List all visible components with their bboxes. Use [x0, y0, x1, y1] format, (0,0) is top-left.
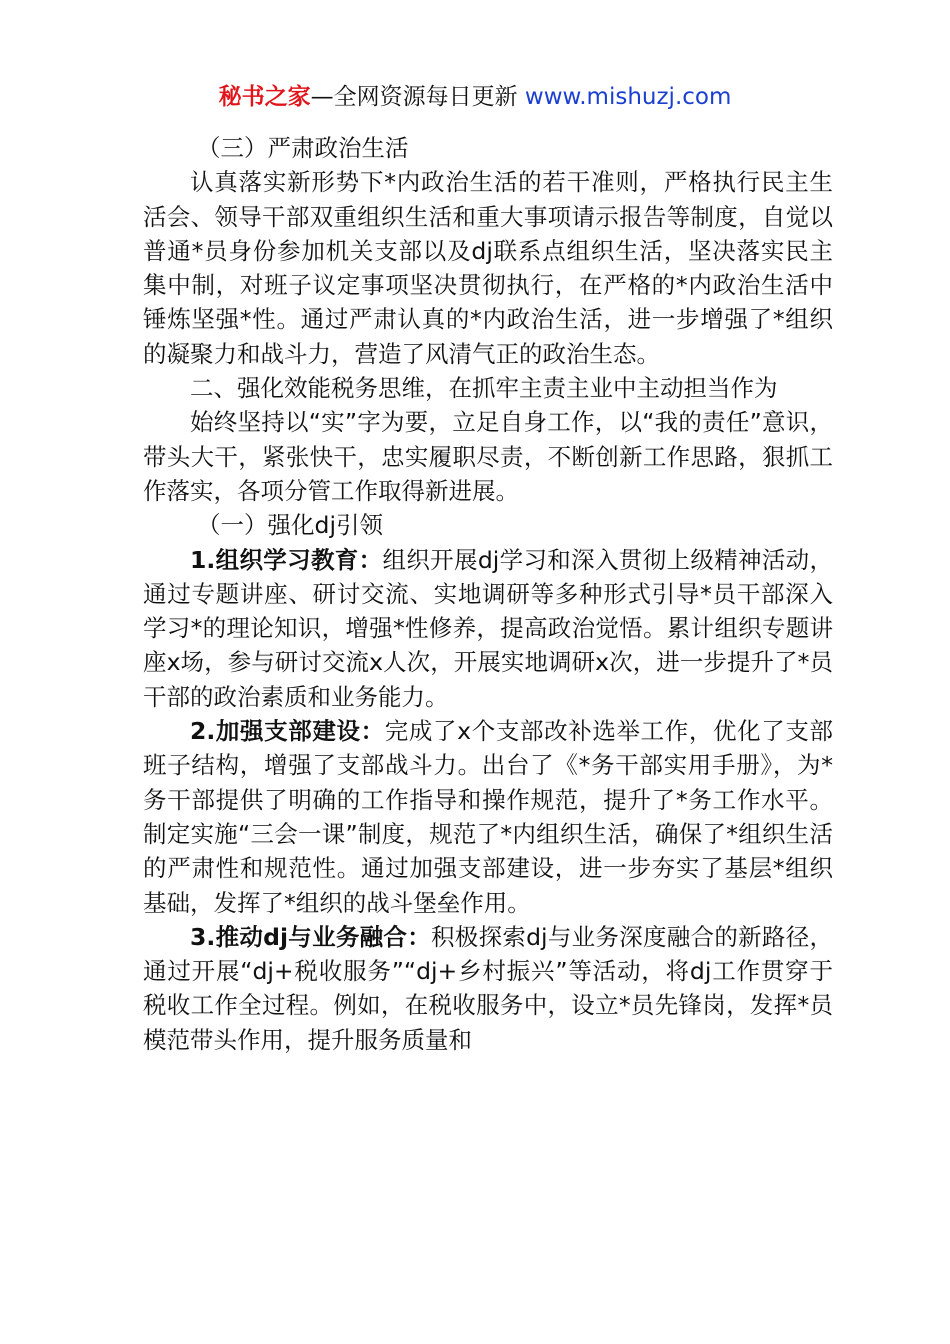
header-brand: 秘书之家	[218, 84, 311, 110]
lead-paragraph	[143, 543, 833, 714]
document-body	[143, 131, 833, 1057]
paragraph-text: 积极探索dj与业务深度融合的新路径，通过开展“dj+税收服务”“dj+乡村振兴”等活动，将dj工作贯穿于税收工作全过程。例如，在税收服务中，设立*员先锋岗，发挥*员模范带头作用，提升服务质量和	[143, 922, 833, 1054]
paragraph-text: 完成了x个支部改补选举工作，优化了支部班子结构，增强了支部战斗力。出台了《*务干部实用手册》，为*务干部提供了明确的工作指导和操作规范，提升了*务工作水平。制定实施“三会一课”制度，规范了*内组织生活，确保了*组织生活的严肃性和规范性。通过加强支部建设，进一步夯实了基层*组织基础，发挥了*组织的战斗堡垒作用。	[143, 717, 833, 917]
paragraph-lead: 3.推动dj与业务融合：	[190, 922, 431, 951]
body-paragraph: 始终坚持以“实”字为要，立足自身工作，以“我的责任”意识，带头大干，紧张快干，忠实履职尽责，不断创新工作思路，狠抓工作落实，各项分管工作取得新进展。	[143, 408, 833, 505]
section-heading: （三）严肃政治生活	[197, 134, 409, 162]
lead-paragraph	[143, 920, 833, 1057]
chapter-heading: 二、强化效能税务思维，在抓牢主责主业中主动担当作为	[190, 374, 778, 403]
lead-paragraph	[143, 714, 833, 920]
paragraph-lead: 2.加强支部建设：	[190, 717, 385, 746]
body-paragraph: 认真落实新形势下*内政治生活的若干准则，严格执行民主生活会、领导干部双重组织生活和重大事项请示报告等制度，自觉以普通*员身份参加机关支部以及dj联系点组织生活，坚决落实民主集中制，对班子议定事项坚决贯彻执行，在严格的*内政治生活中锤炼坚强*性。通过严肃认真的*内政治生活，进一步增强了*组织的凝聚力和战斗力，营造了风清气正的政治生态。	[143, 168, 833, 368]
paragraph-text: 组织开展dj学习和深入贯彻上级精神活动，通过专题讲座、研讨交流、实地调研等多种形式引导*员干部深入学习*的理论知识，增强*性修养，提高政治觉悟。累计组织专题讲座x场，参与研讨交流x人次，开展实地调研x次，进一步提升了*员干部的政治素质和业务能力。	[143, 545, 833, 711]
section-heading: （一）强化dj引领	[197, 511, 383, 540]
page-header	[0, 80, 950, 114]
paragraph-lead: 1.组织学习教育：	[190, 545, 383, 574]
header-tagline: —全网资源每日更新	[310, 84, 518, 110]
header-site-url[interactable]: www.mishuzj.com	[524, 84, 732, 110]
